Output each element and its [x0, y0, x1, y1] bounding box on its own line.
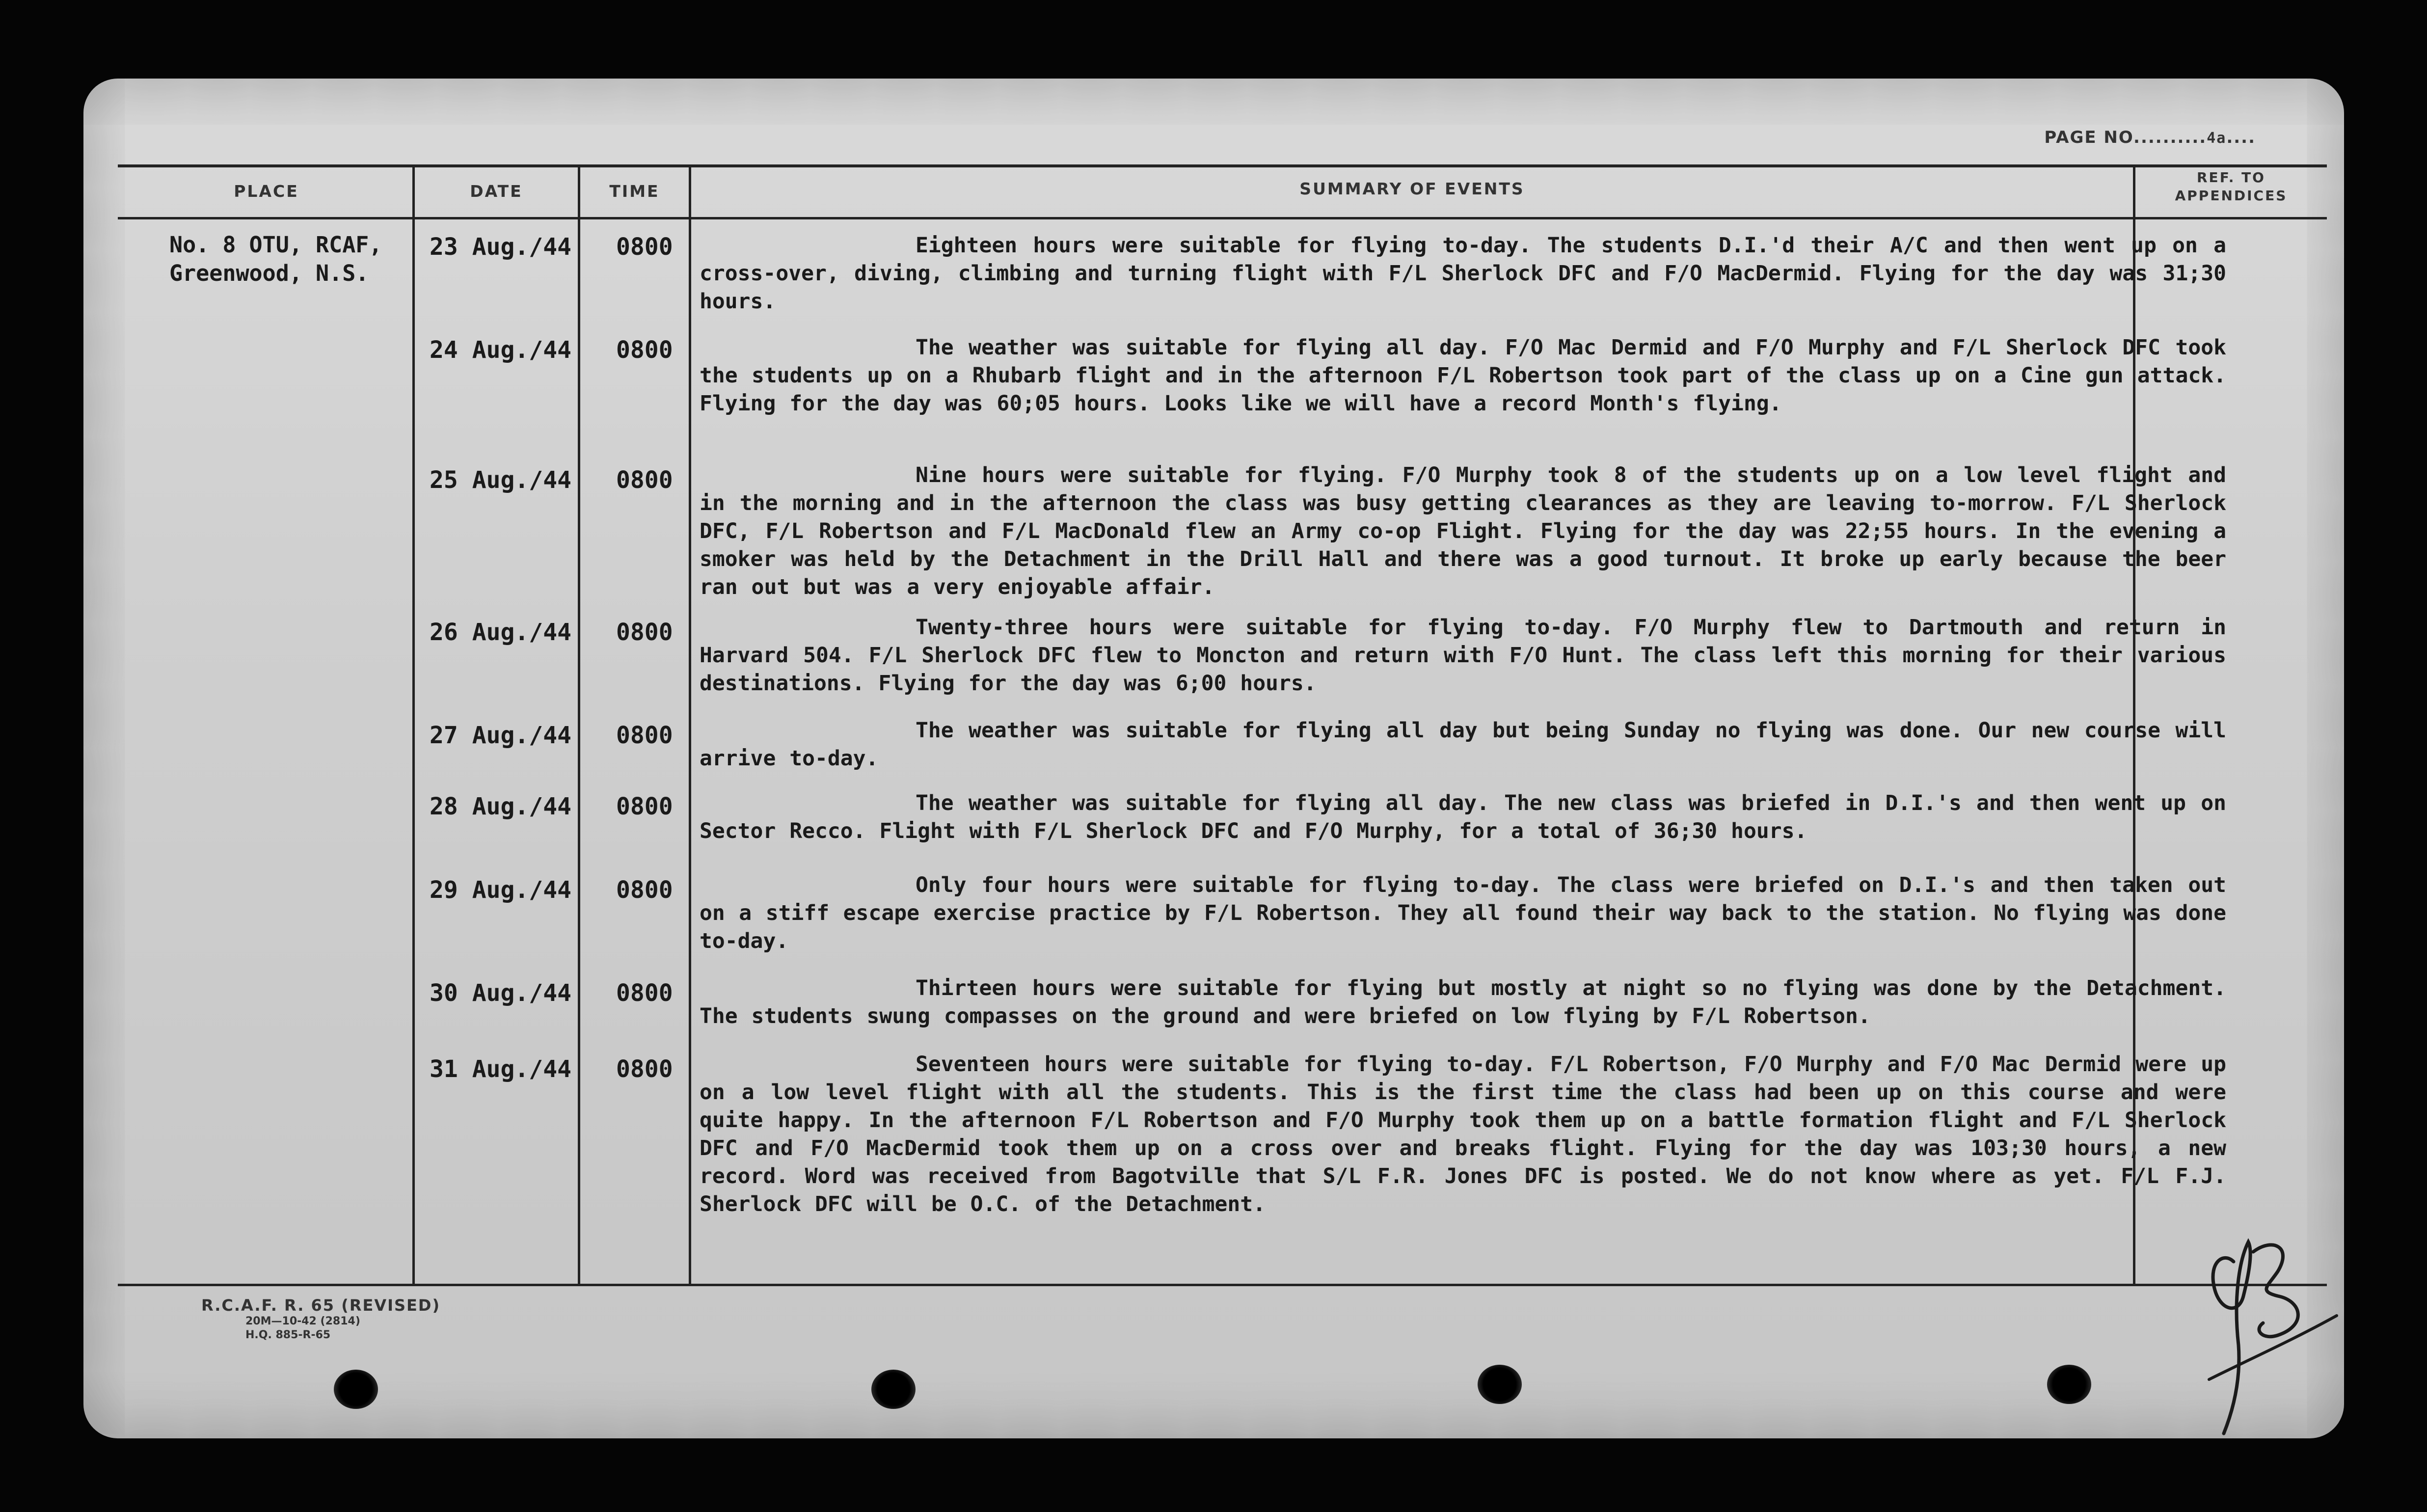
signature-initials	[2180, 1232, 2346, 1448]
place-cell: No. 8 OTU, RCAF, Greenwood, N.S.	[169, 232, 382, 286]
entry-time: 0800	[616, 979, 673, 1007]
entry-text: The weather was suitable for flying all day. F/O Mac Dermid and F/O Murphy and F/L Sherlock DFC took the students up on a Rhubarb flight and in the afternoon F/L Robertson took part of the class up on a Cine gun attack. Flying for the day was 60;05 hours. Looks like we will have a record Month's flying.	[700, 335, 2226, 416]
entry-time: 0800	[616, 722, 673, 749]
entry-date: 29 Aug./44	[430, 876, 571, 904]
binder-hole	[1478, 1365, 1522, 1404]
date-header: DATE	[470, 182, 523, 201]
col-rule-date	[578, 164, 580, 1286]
entry-date: 23 Aug./44	[430, 233, 571, 261]
entry-date: 28 Aug./44	[430, 793, 571, 820]
entry-date: 24 Aug./44	[430, 336, 571, 364]
entry-text: The weather was suitable for flying all day but being Sunday no flying was done. Our new course will arrive to-day.	[700, 718, 2226, 771]
header-rule	[118, 217, 2327, 219]
entry-text: Nine hours were suitable for flying. F/O Murphy took 8 of the students up on a low level flight and in the morning and in the afternoon the class was busy getting clearances as they are leaving to-morrow. F/L Sherlock DFC, F/L Robertson and F/L MacDonald flew an Army co-op Flight. Flying for the day was 22;55 hours. In the evening a smoker was held by the Detachment in the Drill Hall and there was a good turnout. It broke up early because the beer ran out but was a very enjoyable affair.	[700, 463, 2226, 599]
entry-time: 0800	[616, 619, 673, 646]
entry-time: 0800	[616, 793, 673, 820]
entry-text: The weather was suitable for flying all day. The new class was briefed in D.I.'s and then went up on Sector Recco. Flight with F/L Sherlock DFC and F/O Murphy, for a total of 36;30 hours.	[700, 791, 2226, 843]
entry-time: 0800	[616, 336, 673, 364]
form-code	[201, 1296, 440, 1342]
summary-header: SUMMARY OF EVENTS	[1299, 179, 1525, 198]
entry-text: Twenty-three hours were suitable for flying to-day. F/O Murphy flew to Dartmouth and return in Harvard 504. F/L Sherlock DFC flew to Moncton and return with F/O Hunt. The class left this morning for their various destinations. Flying for the day was 6;00 hours.	[700, 615, 2226, 696]
entry-date: 31 Aug./44	[430, 1055, 571, 1083]
bottom-rule	[118, 1284, 2327, 1286]
entry-time: 0800	[616, 1055, 673, 1083]
binder-hole	[2047, 1365, 2091, 1404]
page-number-value: 4a	[2207, 130, 2227, 147]
entry-date: 26 Aug./44	[430, 619, 571, 646]
page-number-label: PAGE NO.	[2044, 128, 2141, 147]
entry-text: Only four hours were suitable for flying to-day. The class were briefed on D.I.'s and then taken out on a stiff escape exercise practice by F/L Robertson. They all found their way back to the station. No flying was done to-day.	[700, 873, 2226, 953]
ref-header-line1: REF. TO	[2197, 169, 2265, 186]
col-rule-time	[689, 164, 691, 1286]
entry-time: 0800	[616, 233, 673, 261]
binder-hole	[871, 1370, 916, 1409]
page-number: PAGE NO..........4a....	[2044, 128, 2256, 147]
form-code-line2: 20M—10-42 (2814)	[245, 1315, 360, 1327]
entry-time: 0800	[616, 876, 673, 904]
diary-sheet	[83, 79, 2344, 1438]
entry-text: Thirteen hours were suitable for flying but mostly at night so no flying was done by the Detachment. The students swung compasses on the ground and were briefed on low flying by F/L Robertson.	[700, 976, 2226, 1028]
form-code-line1: R.C.A.F. R. 65 (REVISED)	[201, 1296, 441, 1315]
col-rule-place	[412, 164, 415, 1286]
place-header: PLACE	[234, 182, 299, 201]
form-code-line3: H.Q. 885-R-65	[245, 1329, 331, 1341]
entry-text: Eighteen hours were suitable for flying to-day. The students D.I.'d their A/C and then went up on a cross-over, diving, climbing and turning flight with F/L Sherlock DFC and F/O MacDermid. Flying for the day was 31;30 hours.	[700, 233, 2226, 314]
entry-date: 30 Aug./44	[430, 979, 571, 1007]
entry-time: 0800	[616, 466, 673, 494]
entry-date: 27 Aug./44	[430, 722, 571, 749]
ref-header-line2: APPENDICES	[2175, 188, 2288, 204]
entry-date: 25 Aug./44	[430, 466, 571, 494]
entry-text: Seventeen hours were suitable for flying to-day. F/L Robertson, F/O Murphy and F/O Mac Dermid were up on a low level flight with all the students. This is the first time the class had been up on this course and were quite happy. In the afternoon F/L Robertson and F/O Murphy took them up on a battle formation flight and F/L Sherlock DFC and F/O MacDermid took them up on a cross over and breaks flight. Flying for the day was 103;30 hours, a new record. Word was received from Bagotville that S/L F.R. Jones DFC is posted. We do not know where as yet. F/L F.J. Sherlock DFC will be O.C. of the Detachment.	[700, 1052, 2226, 1216]
top-rule	[118, 164, 2327, 167]
time-header: TIME	[609, 182, 660, 201]
binder-hole	[334, 1370, 378, 1409]
